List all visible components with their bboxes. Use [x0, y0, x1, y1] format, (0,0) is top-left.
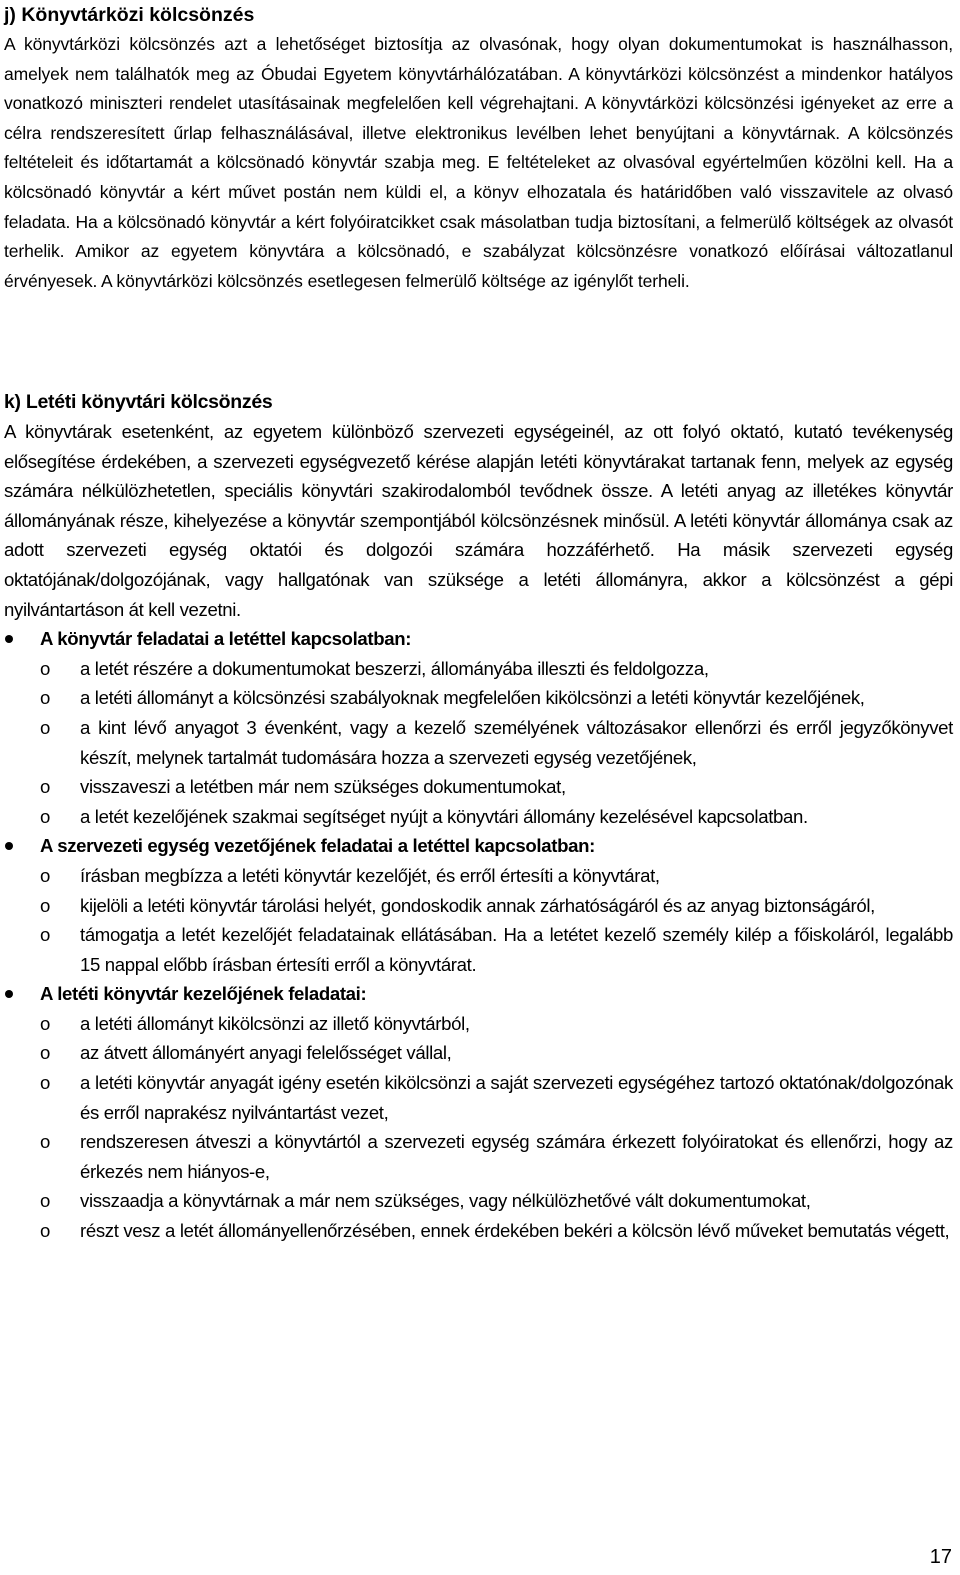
list-item: [4, 1186, 953, 1216]
hollow-bullet-icon: o: [40, 1072, 50, 1094]
list-item: [4, 683, 953, 713]
list-item-text: a letéti könyvtár anyagát igény esetén kikölcsönzi a saját szervezeti egységéhez tartozó oktatónak/dolgozónak és erről naprakész nyilvántartást vezet,: [80, 1072, 953, 1123]
list-item-text: az átvett állományért anyagi felelősséget vállal,: [80, 1042, 452, 1064]
list-item-text: a kint lévő anyagot 3 évenként, vagy a kezelő személyének változásakor ellenőrzi és erről jegyzőkönyvet készít, melynek tartalmát tudomására hozza a szervezeti egység vezetőjének,: [80, 716, 953, 768]
bullet-title: A letéti könyvtár kezelőjének feladatai:: [40, 983, 367, 1005]
hollow-bullet-icon: o: [40, 924, 50, 946]
section-paragraph: A könyvtárak esetenként, az egyetem különböző szervezeti egységeinél, az ott folyó oktató, kutató tevékenység elősegítése érdekében, a szervezeti egységvezető kérése alapján letéti könyvtárakat tartanak fenn, melyek az egység számára nélkülözhetetlen, speciális könyvtári szakirodalomból tevődnek össze. A letéti anyag az illetékes könyvtár állományának része, kihelyezése a könyvtár szempontjából kölcsönzésnek minősül. A letéti könyvtár állománya csak az adott szervezeti egység oktatói és dolgozói számára hozzáférhető. Ha másik szervezeti egység oktatójának/dolgozójának, vagy hallgatónak van szüksége a letéti állományra, akkor a kölcsönzést a gépi nyilvántartáson át kell vezetni.: [4, 421, 953, 620]
hollow-bullet-icon: o: [40, 1042, 50, 1064]
section-paragraph: A könyvtárközi kölcsönzés azt a lehetőséget biztosítja az olvasónak, hogy olyan dokumentumokat is használhasson, amelyek nem találhatók meg az Óbudai Egyetem könyvtárhálózatában. A könyvtárközi kölcsönzést a mindenkor hatályos vonatkozó miniszteri rendelet utasításainak megfelelően kell végrehajtani. A könyvtárközi kölcsönzési igényeket az erre a célra rendszeresített űrlap felhasználásával, illetve elektronikus levélben lehet benyújtani a könyvtárnak. A kölcsönzés feltételeit és időtartamát a kölcsönadó könyvtár szabja meg. E feltételeket az olvasóval egyértelműen közölni kell. Ha a kölcsönadó könyvtár a kért művet postán nem küldi el, a könyv elhozatala és határidőben való visszavitele az olvasó feladata. Ha a kölcsönadó könyvtár a kért folyóiratcikket csak másolatban tudja biztosítani, a felmerülő költségek az olvasót terhelik. Amikor az egyetem könyvtára a kölcsönadó, e szabályzat kölcsönzésre vonatkozó előírásai változatlanul érvényesek. A könyvtárközi kölcsönzés esetlegesen felmerülő költsége az igénylőt terheli.: [4, 34, 953, 291]
bullet-title: A könyvtár feladatai a letéttel kapcsolatban:: [40, 628, 412, 650]
section-heading: j) Könyvtárközi kölcsönzés: [4, 4, 255, 26]
hollow-bullet-icon: o: [40, 805, 50, 827]
section-deposit-library-loan: [4, 387, 953, 1246]
list-item: [4, 1068, 953, 1127]
bullet-title: A szervezeti egység vezetőjének feladatai a letéttel kapcsolatban:: [40, 835, 595, 857]
list-item-text: a letét részére a dokumentumokat beszerzi, állományába illeszti és feldolgozza,: [80, 657, 709, 679]
list-item-text: a letét kezelőjének szakmai segítséget nyújt a könyvtári állomány kezelésével kapcsolatban.: [80, 805, 808, 827]
hollow-bullet-icon: o: [40, 1190, 50, 1212]
hollow-bullet-icon: o: [40, 687, 50, 709]
hollow-bullet-icon: o: [40, 776, 50, 798]
page-number: 17: [929, 1546, 952, 1568]
hollow-bullet-icon: o: [40, 657, 50, 679]
section-heading: k) Letéti könyvtári kölcsönzés: [4, 391, 273, 413]
list-item: [4, 1127, 953, 1186]
hollow-bullet-icon: o: [40, 1012, 50, 1034]
list-item: [4, 1009, 953, 1039]
hollow-bullet-icon: o: [40, 894, 50, 916]
list-item-text: visszaveszi a letétben már nem szükséges dokumentumokat,: [80, 776, 566, 798]
list-item-text: rendszeresen átveszi a könyvtártól a szervezeti egység számára érkezett folyóiratokat és ellenőrzi, hogy az érkezés nem hiányos-e,: [80, 1131, 953, 1182]
list-item: [4, 654, 953, 684]
bullet-item: [4, 831, 953, 979]
bullet-heading: [4, 979, 953, 1009]
list-item-text: visszaadja a könyvtárnak a már nem szükséges, vagy nélkülözhetővé vált dokumentumokat,: [80, 1190, 811, 1212]
list-item-text: részt vesz a letét állományellenőrzésében, ennek érdekében bekéri a kölcsön lévő műveket bemutatás végett,: [80, 1220, 950, 1242]
bullet-dot-icon: [5, 635, 13, 643]
section-interlibrary-loan: [4, 0, 953, 296]
list-item-text: a letéti állományt kikölcsönzi az illető könyvtárból,: [80, 1012, 470, 1034]
bullet-heading: [4, 624, 953, 654]
hollow-bullet-icon: o: [40, 1131, 50, 1153]
list-item: [4, 1038, 953, 1068]
bullet-heading: [4, 831, 953, 861]
list-item-text: a letéti állományt a kölcsönzési szabályoknak megfelelően kikölcsönzi a letéti könyvtár kezelőjének,: [80, 687, 865, 709]
hollow-bullet-icon: o: [40, 716, 50, 738]
hollow-bullet-icon: o: [40, 1220, 50, 1242]
list-item-text: támogatja a letét kezelőjét feladatainak ellátásában. Ha a letétet kezelő személy kilép a főiskoláról, legalább 15 nappal előbb írásban értesíti erről a könyvtárat.: [80, 924, 953, 975]
bullet-dot-icon: [5, 990, 13, 998]
list-item: [4, 772, 953, 802]
list-item: [4, 713, 953, 772]
bullet-item: [4, 979, 953, 1245]
list-item: [4, 1216, 953, 1246]
bullet-item: [4, 624, 953, 831]
list-item: [4, 802, 953, 832]
list-item-text: írásban megbízza a letéti könyvtár kezelőjét, és erről értesíti a könyvtárat,: [80, 864, 660, 886]
hollow-bullet-icon: o: [40, 864, 50, 886]
list-item: [4, 861, 953, 891]
bullet-list: [4, 624, 953, 1245]
list-item-text: kijelöli a letéti könyvtár tárolási helyét, gondoskodik annak zárhatóságáról és az anyag biztonságáról,: [80, 894, 875, 916]
list-item: [4, 891, 953, 921]
list-item: [4, 920, 953, 979]
bullet-dot-icon: [5, 842, 13, 850]
